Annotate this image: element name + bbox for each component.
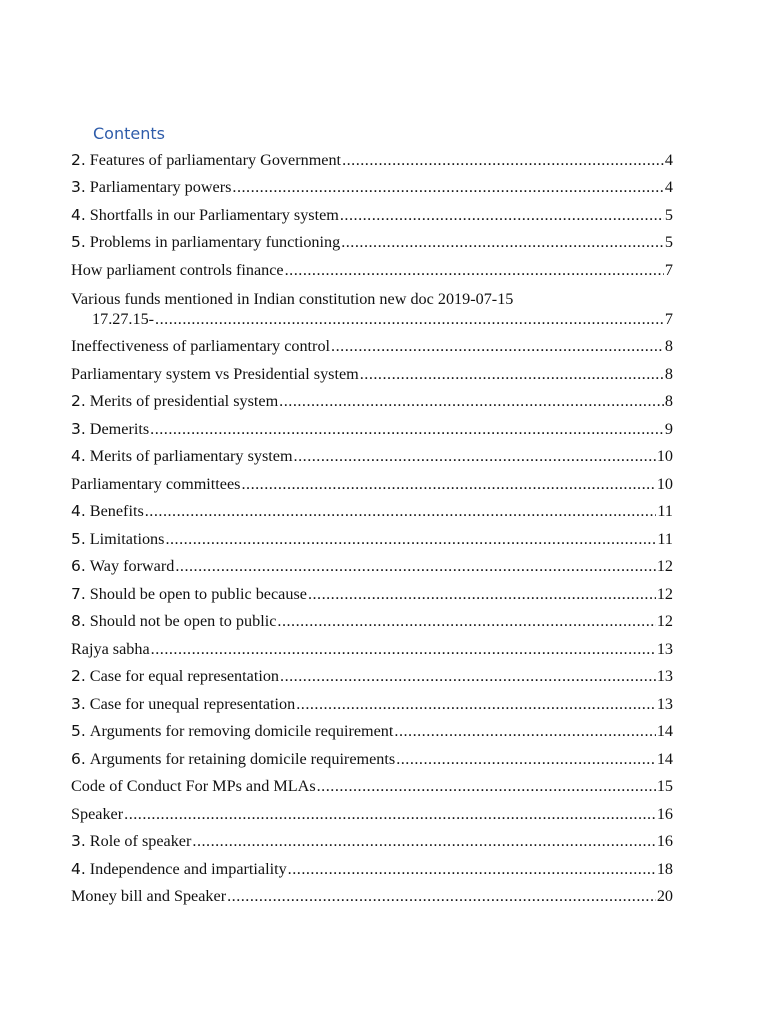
toc-entry-number: 6. <box>71 557 86 576</box>
toc-entry-number: 2. <box>71 150 86 169</box>
toc-entry-page: 16 <box>656 804 673 823</box>
toc-entry-page: 7 <box>664 260 673 279</box>
toc-entry[interactable] <box>71 828 673 856</box>
toc-entry-title: Case for equal representation <box>89 667 280 686</box>
dot-leader <box>331 337 664 355</box>
toc-entry-title: Problems in parliamentary functioning <box>89 233 341 252</box>
toc-entry-title: Speaker <box>71 804 124 823</box>
toc-entry[interactable] <box>71 745 673 773</box>
toc-entry-title: Parliamentary powers <box>89 178 232 197</box>
toc-entry-title: Various funds mentioned in Indian constitution new doc 2019-07-15 <box>71 289 514 308</box>
toc-entry-page: 14 <box>656 722 673 741</box>
toc-entry[interactable] <box>71 284 673 333</box>
dot-leader <box>394 722 655 740</box>
dot-leader <box>308 585 656 603</box>
toc-entry-title: Arguments for removing domicile requirement <box>89 722 394 741</box>
toc-entry[interactable] <box>71 146 673 174</box>
dot-leader <box>341 233 664 251</box>
dot-leader <box>279 392 664 410</box>
toc-entry-number: 3. <box>71 832 86 851</box>
toc-entry-page: 14 <box>656 749 673 768</box>
toc-entry-title: Features of parliamentary Government <box>89 150 342 169</box>
dot-leader <box>241 475 655 493</box>
toc-entry[interactable] <box>71 388 673 416</box>
toc-entry-page: 9 <box>664 419 673 438</box>
table-of-contents <box>71 146 673 910</box>
dot-leader <box>342 151 664 169</box>
toc-entry[interactable] <box>71 229 673 257</box>
toc-entry[interactable] <box>71 635 673 663</box>
dot-leader <box>155 310 664 328</box>
toc-entry-page: 4 <box>664 150 673 169</box>
toc-entry-title: Ineffectiveness of parliamentary control <box>71 337 331 356</box>
toc-entry-title: Parliamentary committees <box>71 474 241 493</box>
toc-entry-page: 5 <box>664 205 673 224</box>
toc-entry[interactable] <box>71 690 673 718</box>
toc-entry-page: 20 <box>656 887 673 906</box>
toc-entry-number: 3. <box>71 419 86 438</box>
toc-entry-page: 8 <box>664 337 673 356</box>
toc-entry[interactable] <box>71 855 673 883</box>
toc-entry[interactable] <box>71 174 673 202</box>
toc-entry[interactable] <box>71 256 673 284</box>
toc-entry-number: 3. <box>71 694 86 713</box>
dot-leader <box>277 612 655 630</box>
toc-entry-number: 4. <box>71 205 86 224</box>
toc-entry-page: 8 <box>664 392 673 411</box>
dot-leader <box>288 860 656 878</box>
toc-entry-number: 6. <box>71 749 86 768</box>
toc-entry-title: Should not be open to public <box>89 612 277 631</box>
toc-entry-title: Demerits <box>89 419 150 438</box>
toc-entry-page: 12 <box>656 584 673 603</box>
toc-entry[interactable] <box>71 470 673 498</box>
toc-entry-page: 5 <box>664 233 673 252</box>
toc-entry-number: 4. <box>71 447 86 466</box>
toc-entry-title: Should be open to public because <box>89 584 307 603</box>
toc-entry-page: 13 <box>656 694 673 713</box>
toc-entry-title: Benefits <box>89 502 144 521</box>
toc-entry[interactable] <box>71 498 673 526</box>
toc-entry-title-continued: 17.27.15- <box>92 309 155 328</box>
dot-leader <box>151 640 656 658</box>
dot-leader <box>285 261 664 279</box>
dot-leader <box>280 667 656 685</box>
toc-entry-number: 4. <box>71 859 86 878</box>
toc-entry-page: 8 <box>664 364 673 383</box>
toc-entry-title: Merits of presidential system <box>89 392 279 411</box>
toc-entry-page: 13 <box>656 667 673 686</box>
toc-entry-number: 4. <box>71 502 86 521</box>
toc-entry-title: Limitations <box>89 529 165 548</box>
toc-entry[interactable] <box>71 663 673 691</box>
toc-entry-number: 5. <box>71 722 86 741</box>
toc-entry[interactable] <box>71 360 673 388</box>
dot-leader <box>360 365 664 383</box>
toc-entry[interactable] <box>71 883 673 911</box>
toc-entry[interactable] <box>71 773 673 801</box>
toc-entry-page: 7 <box>664 309 673 328</box>
toc-entry[interactable] <box>71 718 673 746</box>
toc-entry[interactable] <box>71 553 673 581</box>
toc-heading: Contents <box>93 124 165 143</box>
toc-entry[interactable] <box>71 608 673 636</box>
toc-entry-number: 5. <box>71 233 86 252</box>
dot-leader <box>317 777 656 795</box>
toc-entry-title: Way forward <box>89 557 175 576</box>
toc-entry-number: 3. <box>71 178 86 197</box>
toc-entry-page: 4 <box>664 178 673 197</box>
toc-entry-title: Code of Conduct For MPs and MLAs <box>71 777 316 796</box>
toc-entry-title: Independence and impartiality <box>89 859 287 878</box>
toc-entry-title: Case for unequal representation <box>89 694 296 713</box>
toc-entry-title: Role of speaker <box>89 832 192 851</box>
toc-entry-number: 8. <box>71 612 86 631</box>
dot-leader <box>192 832 655 850</box>
toc-entry-page: 15 <box>656 777 673 796</box>
toc-entry-title: How parliament controls finance <box>71 260 284 279</box>
toc-entry-page: 10 <box>656 474 673 493</box>
toc-entry[interactable] <box>71 525 673 553</box>
toc-entry[interactable] <box>71 201 673 229</box>
dot-leader <box>296 695 656 713</box>
toc-entry-page: 18 <box>656 859 673 878</box>
toc-entry-number: 2. <box>71 392 86 411</box>
toc-entry-number: 2. <box>71 667 86 686</box>
toc-entry-number: 7. <box>71 584 86 603</box>
dot-leader <box>396 750 656 768</box>
dot-leader <box>124 805 656 823</box>
dot-leader <box>145 502 657 520</box>
dot-leader <box>340 206 664 224</box>
toc-entry-page: 13 <box>656 639 673 658</box>
toc-entry-title: Rajya sabha <box>71 639 150 658</box>
toc-entry-page: 11 <box>657 502 673 521</box>
toc-entry[interactable] <box>71 443 673 471</box>
toc-entry[interactable] <box>71 415 673 443</box>
toc-entry[interactable] <box>71 580 673 608</box>
toc-entry-page: 10 <box>656 447 673 466</box>
toc-entry-title: Parliamentary system vs Presidential system <box>71 364 359 383</box>
toc-entry-title: Arguments for retaining domicile requirements <box>89 749 396 768</box>
toc-entry-page: 12 <box>656 612 673 631</box>
toc-entry[interactable] <box>71 333 673 361</box>
dot-leader <box>175 557 655 575</box>
toc-entry-page: 11 <box>657 529 673 548</box>
toc-entry-page: 16 <box>656 832 673 851</box>
dot-leader <box>227 887 656 905</box>
toc-entry-title: Money bill and Speaker <box>71 887 227 906</box>
toc-entry[interactable] <box>71 800 673 828</box>
dot-leader <box>165 530 656 548</box>
dot-leader <box>150 420 664 438</box>
toc-entry-title: Shortfalls in our Parliamentary system <box>89 205 339 224</box>
dot-leader <box>232 178 664 196</box>
dot-leader <box>294 447 656 465</box>
toc-entry-title: Merits of parliamentary system <box>89 447 293 466</box>
toc-entry-number: 5. <box>71 529 86 548</box>
toc-entry-page: 12 <box>656 557 673 576</box>
